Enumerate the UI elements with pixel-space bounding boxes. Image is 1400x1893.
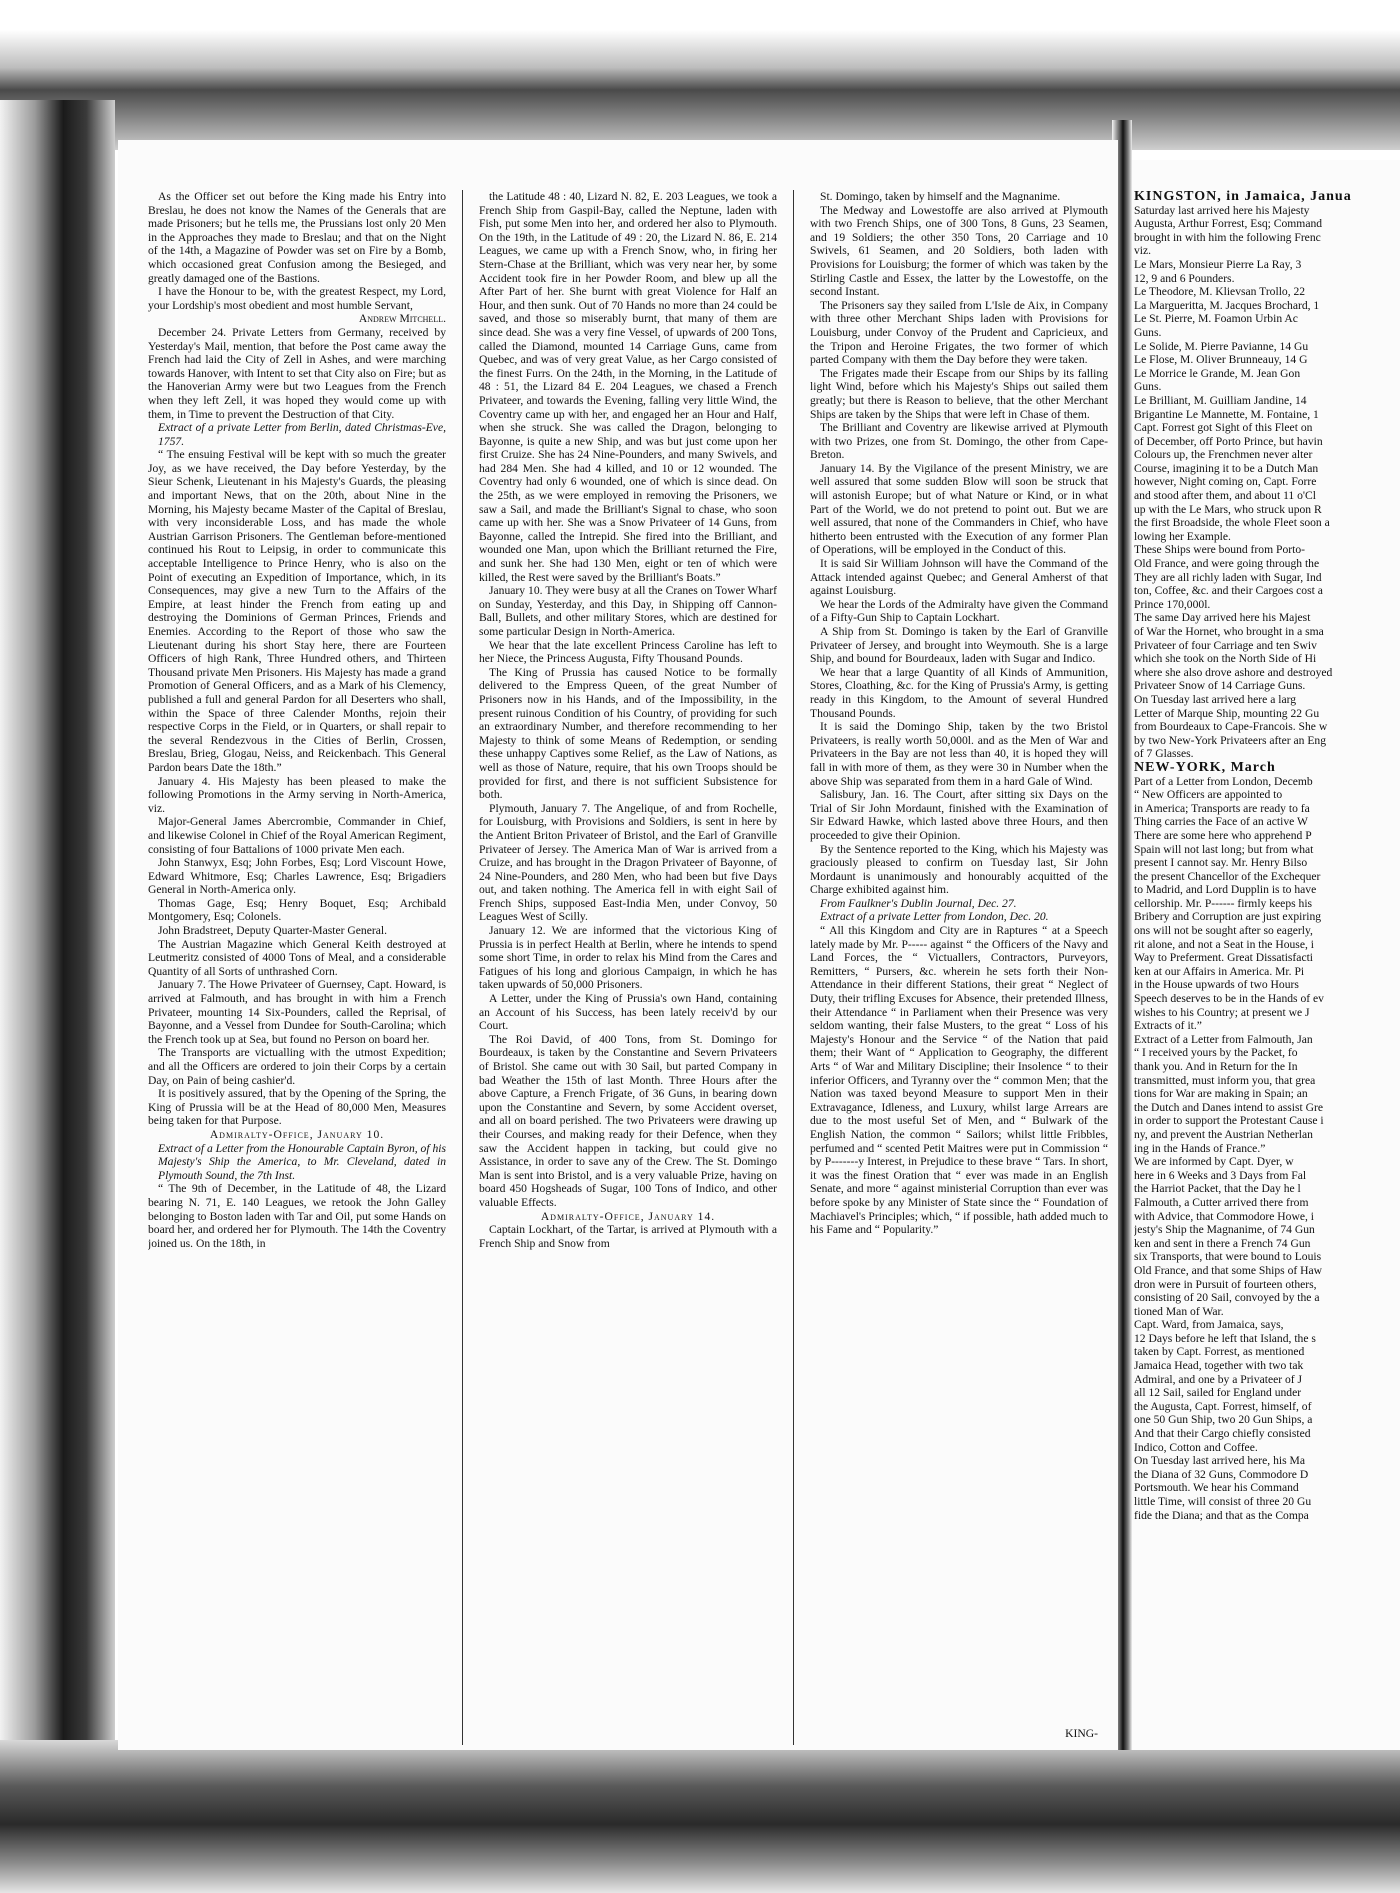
paragraph: Captain Lockhart, of the Tartar, is arrived at Plymouth with a French Ship and Snow from bbox=[479, 1223, 777, 1250]
paragraph: the Diana of 32 Guns, Commodore D bbox=[1134, 1467, 1309, 1481]
paragraph: the present Chancellor of the Exchequer bbox=[1134, 869, 1321, 883]
paragraph: and stood after them, and about 11 o'Cl bbox=[1134, 489, 1316, 503]
paragraph: Augusta, Arthur Forrest, Esq; Command bbox=[1134, 217, 1323, 231]
paragraph: Major-General James Abercrombie, Commander in Chief, and likewise Colonel in Chief of the Royal American Regiment, consisting of four Battalions of 1000 private Men each. bbox=[148, 815, 446, 856]
paragraph: however, Night coming on, Capt. Forre bbox=[1134, 475, 1317, 489]
paragraph: We hear that the late excellent Princess Caroline has left to her Niece, the Princess Augusta, Fifty Thousand Pounds. bbox=[479, 638, 777, 666]
paragraph: taken by Capt. Forrest, as mentioned bbox=[1134, 1345, 1305, 1359]
paragraph: the first Broadside, the whole Fleet soon a bbox=[1134, 516, 1330, 530]
paragraph: Old France, and were going through the bbox=[1134, 557, 1320, 571]
paragraph: transmitted, must inform you, that grea bbox=[1134, 1073, 1316, 1087]
paragraph: Thing carries the Face of an active W bbox=[1134, 815, 1308, 829]
paragraph: Le Theodore, M. Klievsan Trollo, 22 bbox=[1134, 285, 1306, 299]
paragraph: Bribery and Corruption are just expiring bbox=[1134, 910, 1322, 924]
paragraph: from Bourdeaux to Cape-Francois. She w bbox=[1134, 720, 1328, 734]
paragraph: Extract of a Letter from Falmouth, Jan bbox=[1134, 1032, 1313, 1046]
paragraph: John Stanwyx, Esq; John Forbes, Esq; Lord Viscount Howe, Edward Whitmore, Esq; Charles Lawrence, Esq; Brigadiers General in North-America only. bbox=[148, 856, 446, 897]
paragraph: “ New Officers are appointed to bbox=[1134, 788, 1283, 802]
paragraph: Speech deserves to be in the Hands of ev bbox=[1134, 992, 1324, 1006]
paragraph: of December, off Porto Prince, but havin bbox=[1134, 434, 1323, 448]
paragraph: Guns. bbox=[1134, 325, 1162, 339]
paragraph: Saturday last arrived here his Majesty bbox=[1134, 203, 1310, 217]
paragraph: The Prisoners say they sailed from L'Isle de Aix, in Company with three other Merchant Ships laden with Provisions for Louisburg, under Convoy of the Prudent and Capricieux, and the Tripon and Heroine Frigates, the two former of which parted Company with them the Day before they were taken. bbox=[810, 298, 1108, 367]
paragraph: Le Brilliant, M. Guilliam Jandine, 14 bbox=[1134, 393, 1307, 407]
paragraph: The Austrian Magazine which General Keith destroyed at Leutmeritz consisted of 4000 Tons of Meal, and a considerable Quantity of all Sorts of unthrashed Corn. bbox=[148, 937, 446, 978]
paragraph: in the House upwards of two Hours bbox=[1134, 978, 1299, 992]
paragraph: Admiralty-Office, January 14. bbox=[540, 1209, 716, 1223]
paragraph: Jamaica Head, together with two tak bbox=[1134, 1359, 1304, 1373]
paragraph: Privateer Snow of 14 Carriage Guns. bbox=[1134, 679, 1306, 693]
paragraph: cellorship. Mr. P------ firmly keeps his bbox=[1134, 896, 1313, 910]
paragraph: Andrew Mitchell. bbox=[358, 312, 446, 326]
paragraph: Le Morrice le Grande, M. Jean Gon bbox=[1134, 366, 1301, 380]
paragraph: ken at our Affairs in America. Mr. Pi bbox=[1134, 964, 1305, 978]
paragraph: Indico, Cotton and Coffee. bbox=[1134, 1440, 1258, 1454]
paragraph: A Letter, under the King of Prussia's own Hand, containing an Account of his Success, has been lately receiv'd by our Court. bbox=[479, 992, 777, 1033]
paragraph: tioned Man of War. bbox=[1134, 1304, 1224, 1318]
paragraph: to Madrid, and Lord Dupplin is to have bbox=[1134, 883, 1317, 897]
scan-shadow-top bbox=[0, 0, 1400, 150]
paragraph: with Advice, that Commodore Howe, i bbox=[1134, 1209, 1314, 1223]
paragraph: Le Flose, M. Oliver Brunneauy, 14 G bbox=[1134, 353, 1308, 367]
paragraph: the Latitude 48 : 40, Lizard N. 82, E. 203 Leagues, we took a French Ship from Gaspil-Bay, called the Neptune, laden with Fish, put some Men into her, and ordered her also to Plymouth. On the 19th, in the Latitude of 49 : 20, the Lizard N. 86, E. 214 Leagues, we came up with a French Snow, who, in firing her Stern-Chase at the Brilliant, which was very near her, by some Accident took fire in her Powder Room, and blew up all the After Part of her. She burnt with great Violence for Half an Hour, and then sunk. Out of 70 Hands no more than 24 could be saved, and those so miserably burnt, that many of them are since dead. She was a very fine Vessel, of upwards of 200 Tons, called the Diamond, mounted 14 Carriage Guns, came from Quebec, and was of very great Value, as her Cargo consisted of the finest Furrs. On the 24th, in the Morning, in the Latitude of 48 : 51, the Lizard 84 E. 204 Leagues, we chased a French Privateer, and towards the Evening, falling very little Wind, the Coventry came up with her, and engaged her an Hour and Half, when she struck. She was called the Dragon, belonging to Bayonne, is quite a new Ship, and was but just come upon her first Cruize. She has 24 Nine-Pounders, and many Swivels, and had 284 Men. She had 4 killed, and 10 or 12 wounded. The Coventry had only 6 wounded, one of which is since dead. On the 25th, as we were employed in removing the Prisoners, we saw a Sail, and made the Brilliant's Signal to chase, who soon came up with her. She was a Snow Privateer of 14 Guns, from Bayonne, called the Intrepid. She fired into the Brilliant, and wounded one Man, upon which the Brilliant returned the Fire, and sunk her. She had 130 Men, eight or ten of which were killed, the Rest were saved by the Brilliant's Boats.” bbox=[479, 190, 777, 584]
paragraph: Thomas Gage, Esq; Henry Boquet, Esq; Archibald Montgomery, Esq; Colonels. bbox=[148, 896, 446, 924]
paragraph: Letter of Marque Ship, mounting 22 Gu bbox=[1134, 706, 1320, 720]
column-rule bbox=[462, 190, 463, 1745]
paragraph: We hear the Lords of the Admiralty have given the Command of a Fifty-Gun Ship to Captain Lockhart. bbox=[810, 597, 1108, 625]
paragraph: We hear that a large Quantity of all Kinds of Ammunition, Stores, Cloathing, &c. for the King of Prussia's Army, is getting ready in this Kingdom, to the Amount of several Hundred Thousand Pounds. bbox=[810, 665, 1108, 720]
right-page-partial bbox=[1132, 160, 1400, 1750]
paragraph: Falmouth, a Cutter arrived there from bbox=[1134, 1195, 1309, 1209]
paragraph: Colours up, the Frenchmen never alter bbox=[1134, 448, 1313, 462]
paragraph: all 12 Sail, sailed for England under bbox=[1134, 1386, 1302, 1400]
paragraph: which she took on the North Side of Hi bbox=[1134, 652, 1317, 666]
paragraph: here in 6 Weeks and 3 Days from Fal bbox=[1134, 1168, 1307, 1182]
paragraph: ken and sent in there a French 74 Gun bbox=[1134, 1236, 1311, 1250]
paragraph: These Ships were bound from Porto- bbox=[1134, 543, 1305, 557]
text-column-3 bbox=[810, 190, 1108, 1745]
paragraph: The Transports are victualling with the utmost Expedition; and all the Officers are ordered to join their Corps by a certain Day, on Pain of being cashier'd. bbox=[148, 1046, 446, 1087]
catchword: KING- bbox=[1065, 1727, 1098, 1740]
paragraph: As the Officer set out before the King made his Entry into Breslau, he does not know the Names of the Generals that are made Prisoners; but he tells me, the Prussians lost only 20 Men in the Approaches they made to Breslau; and that on the Night of the 14th, a Magazine of Powder was set on Fire by a Bomb, which occasioned great Confusion among the Besieged, and greatly damaged one of the Bastions. bbox=[148, 190, 446, 285]
paragraph: one 50 Gun Ship, two 20 Gun Ships, a bbox=[1134, 1413, 1313, 1427]
paragraph: John Bradstreet, Deputy Quarter-Master General. bbox=[158, 924, 387, 938]
paragraph: Extract of a private Letter from London, Dec. 20. bbox=[820, 910, 1049, 924]
paragraph: The Roi David, of 400 Tons, from St. Domingo for Bourdeaux, is taken by the Constantine and Severn Privateers of Bristol. She came out with 30 Sail, but parted Company in bad Weather the 15th of last Month. Three Hours after the above Capture, a French Frigate, of 36 Guns, in bearing down upon the Constantine and Severn, by some Accident overset, and all on board perished. The two Privateers were drawing up their Courses, and making ready for their Defence, when they saw the Accident happen in tacking, but could give no Assistance, in order to save any of the Crew. The St. Domingo Man is sent into Bristol, and is a very valuable Prize, having on board 450 Hogsheads of Sugar, 100 Tons of Indico, and other valuable Effects. bbox=[479, 1032, 777, 1209]
paragraph: of 7 Glasses. bbox=[1134, 747, 1194, 761]
paragraph: “ The ensuing Festival will be kept with so much the greater Joy, as we have received, the Day before Yesterday, by the Sieur Schenk, Lieutenant in his Majesty's Guards, the pleasing and important News, that on the 20th, about Nine in the Morning, his Majesty became Master of the Capital of Breslau, with very inconsiderable Loss, and has made the whole Austrian Garrison Prisoners. The Gentleman before-mentioned continued his Rout to Leipsig, in order to communicate this acceptable Intelligence to Prince Henry, who is also on the Point of executing an Expedition of Importance, which, in its Consequences, may give a new Turn to the Affairs of the Empire, at least hinder the French from eating up and destroying the Dominions of German Princes, Friends and Enemies. According to the Report of those who saw the Lieutenant during his short Stay here, there are Fourteen Officers of high Rank, Three Hundred others, and Thirteen Thousand private Men Prisoners. His Majesty has made a grand Promotion of General Officers, and as a Mark of his Clemency, published a full and general Pardon for all Deserters who shall, within the Space of three Calender Months, rejoin their respective Corps in the Field, or in Quarters, or shall repair to the several Rendezvous in the Cities of Berlin, Crossen, Breslau, Brieg, Glogau, Neiss, and Reickenbach. This General Pardon bears Date the 18th.” bbox=[148, 448, 446, 774]
paragraph: December 24. Private Letters from Germany, received by Yesterday's Mail, mention, that before the Post came away the French had laid the City of Zell in Ashes, and were marching towards Hanover, with Intent to set that City also on Fire; but as the Hanoverian Army were but two Leagues from the French when they left Zell, it was hoped they would come up with them, in Time to prevent the Destruction of that City. bbox=[148, 325, 446, 421]
paragraph: “ I received yours by the Packet, fo bbox=[1134, 1046, 1298, 1060]
paragraph: The same Day arrived here his Majest bbox=[1134, 611, 1311, 625]
paragraph: Plymouth, January 7. The Angelique, of and from Rochelle, for Louisburg, with Provisions and Soldiers, is sent in here by the Antient Briton Privateer of Bristol, and the Earl of Granville Privateer of Jersey. The America Man of War is arrived from a Cruize, and has brought in the Dragon Privateer of Bayonne, of 24 Nine-Pounders, and 280 Men, who had been but five Days out, and taken nothing. The America fell in with eight Sail of French Ships, supposed East-India Men, under Convoy, 50 Leagues West of Scilly. bbox=[479, 801, 777, 924]
paragraph: Extracts of it.” bbox=[1134, 1019, 1202, 1033]
paragraph: by two New-York Privateers after an Eng bbox=[1134, 733, 1327, 747]
text-column-2 bbox=[479, 190, 777, 1745]
paragraph: We are informed by Capt. Dyer, w bbox=[1134, 1155, 1294, 1169]
paragraph: viz. bbox=[1134, 244, 1152, 258]
scan-shadow-bottom bbox=[0, 1740, 1400, 1893]
paragraph: January 10. They were busy at all the Cranes on Tower Wharf on Sunday, Yesterday, and this Day, in Shipping off Cannon-Ball, Bullets, and other military Stores, which are destined for some particular Design in North-America. bbox=[479, 584, 777, 638]
paragraph: From Faulkner's Dublin Journal, Dec. 27. bbox=[820, 896, 1017, 910]
paragraph: Admiralty-Office, January 10. bbox=[209, 1127, 385, 1141]
paragraph: On Tuesday last arrived here, his Ma bbox=[1134, 1454, 1305, 1468]
paragraph: the Dutch and Danes intend to assist Gre bbox=[1134, 1100, 1323, 1114]
paragraph: There are some here who apprehend P bbox=[1134, 828, 1312, 842]
paragraph: in order to support the Protestant Cause i bbox=[1134, 1114, 1324, 1128]
paragraph: Course, imagining it to be a Dutch Man bbox=[1134, 461, 1319, 475]
paragraph: Extract of a private Letter from Berlin, dated Christmas-Eve, 1757. bbox=[158, 421, 446, 448]
paragraph: present I cannot say. Mr. Henry Bilso bbox=[1134, 856, 1308, 870]
paragraph: six Transports, that were bound to Louis bbox=[1134, 1250, 1322, 1264]
text-column-1 bbox=[148, 190, 446, 1745]
paragraph: It is positively assured, that by the Opening of the Spring, the King of Prussia will be at the Head of 80,000 Men, Measures being taken for that Purpose. bbox=[148, 1087, 446, 1128]
paragraph: Capt. Forrest got Sight of this Fleet on bbox=[1134, 421, 1313, 435]
book-binding-shadow bbox=[0, 100, 115, 1800]
paragraph: 12 Days before he left that Island, the s bbox=[1134, 1331, 1316, 1345]
paragraph: brought in with him the following Frenc bbox=[1134, 230, 1321, 244]
paragraph: ing in the Hands of France.” bbox=[1134, 1141, 1266, 1155]
paragraph: Way to Preferment. Great Dissatisfacti bbox=[1134, 951, 1314, 965]
paragraph: The Brilliant and Coventry are likewise arrived at Plymouth with two Prizes, one from St. Domingo, the other from Cape-Breton. bbox=[810, 421, 1108, 462]
paragraph: January 4. His Majesty has been pleased to make the following Promotions in the Army serving in North-America, viz. bbox=[148, 774, 446, 815]
paragraph: Portsmouth. We hear his Command bbox=[1134, 1481, 1299, 1495]
paragraph: St. Domingo, taken by himself and the Magnanime. bbox=[820, 190, 1061, 203]
text-column-right bbox=[1134, 190, 1400, 1745]
paragraph: Part of a Letter from London, Decemb bbox=[1134, 774, 1313, 788]
paragraph: lowing her Example. bbox=[1134, 529, 1231, 543]
paragraph: On Tuesday last arrived here a larg bbox=[1134, 692, 1297, 706]
paragraph: Salisbury, Jan. 16. The Court, after sitting six Days on the Trial of Sir John Mordaunt, finished with the Examination of Sir Edward Hawke, which lasted above three Hours, and then proceeded to give their Opinion. bbox=[810, 788, 1108, 842]
paragraph: fide the Diana; and that as the Compa bbox=[1134, 1508, 1309, 1522]
paragraph: jesty's Ship the Magnanime, of 74 Gun bbox=[1134, 1223, 1315, 1237]
paragraph: ton, Coffee, &c. and their Cargoes cost a bbox=[1134, 584, 1323, 598]
paragraph: It is said Sir William Johnson will have the Command of the Attack intended against Quebec; and General Amherst of that against Louisburg. bbox=[810, 557, 1108, 598]
paragraph: where she also drove ashore and destroyed bbox=[1134, 665, 1333, 679]
paragraph: Admiral, and one by a Privateer of J bbox=[1134, 1372, 1303, 1386]
paragraph: It is said the Domingo Ship, taken by the two Bristol Privateers, is really worth 50,000l. and as the Men of War and Privateers in the Bay are not less than 40, it is hoped they will fall in with more of them, as they were 30 in Number when the above Ship was separated from them in a hard Gale of Wind. bbox=[810, 720, 1108, 788]
paragraph: They are all richly laden with Sugar, Ind bbox=[1134, 570, 1322, 584]
paragraph: wishes to his Country; at present we J bbox=[1134, 1005, 1310, 1019]
paragraph: in America; Transports are ready to fa bbox=[1134, 801, 1310, 815]
paragraph: tions for War are making in Spain; an bbox=[1134, 1087, 1308, 1101]
paragraph: up with the Le Mars, who struck upon R bbox=[1134, 502, 1322, 516]
paragraph: ny, and prevent the Austrian Netherlan bbox=[1134, 1127, 1313, 1141]
paragraph: I have the Honour to be, with the greatest Respect, my Lord, your Lordship's most obedient and most humble Servant, bbox=[148, 285, 446, 312]
paragraph: And that their Cargo chiefly consisted bbox=[1134, 1427, 1311, 1441]
paragraph: Prince 170,000l. bbox=[1134, 597, 1211, 611]
paragraph: Le Mars, Monsieur Pierre La Ray, 3 bbox=[1134, 257, 1302, 271]
paragraph: January 14. By the Vigilance of the present Ministry, we are well assured that some sudden Blow will soon be struck that will astonish Europe; but of what Nature or Kind, or in what Part of the World, we do not pretend to point out. But we are well assured, that none of the Commanders in Chief, who have hitherto been entrusted with the Execution of any former Plan of Operations, will be employed in the Conduct of this. bbox=[810, 461, 1108, 557]
paragraph: The Medway and Lowestoffe are also arrived at Plymouth with two French Ships, one of 300 Tons, 8 Guns, 23 Seamen, and 19 Soldiers; the other 350 Tons, 20 Carriage and 10 Swivels, 61 Seamen, and 20 Soldiers, both laden with Provisions for Louisburg; the former of which was taken by the Stirling Castle and Essex, the latter by the Lowestoffe, on the second Instant. bbox=[810, 203, 1108, 299]
paragraph: of War the Hornet, who brought in a sma bbox=[1134, 625, 1324, 638]
paragraph: January 7. The Howe Privateer of Guernsey, Capt. Howard, is arrived at Falmouth, and has brought in with him a French Privateer, mounting 14 Six-Pounders, called the Reprisal, of Bayonne, and a Vessel from Dundee for South-Carolina; which the French took up at Sea, but found no Person on board her. bbox=[148, 978, 446, 1046]
paragraph: consisting of 20 Sail, convoyed by the a bbox=[1134, 1291, 1320, 1305]
paragraph: “ All this Kingdom and City are in Raptures “ at a Speech lately made by Mr. P----- against “ the Officers of the Navy and Land Forces, the “ Victuallers, Contractors, Purveyors, Remitters, “ Pursers, &c. wherein he sets forth their Non-Attendance in their different Stations, their great “ Neglect of Duty, their trifling Excuses for Absence, their pretended Illness, their Attendance “ in Parliament when their Presence was very seldom wanting, their false Musters, to the great “ Loss of his Majesty's Honour and the Service “ of the Nation that paid them; their Want of “ Application to Geography, the different Arts “ of War and Military Discipline; their Insolence “ to their inferior Officers, and Tyranny over the “ common Men; that the Nation was taxed beyond Measure to support Men in their Extravagance, Idleness, and Luxury, whilst large Arrears are due to the most useful Set of Men, and “ Bulwark of the English Nation, the common “ Sailors; whilst little Fribbles, perfumed and “ scented Petit Maitres were put in Commission “ by P-------y Interest, in Prejudice to these brave “ Tars. In short, it was the finest Oration that “ ever was made in an English Senate, and more “ against ministerial Corruption than ever was before spoke by any Minister of State since the “ Foundation of Machiavel's Principles; which, “ if possible, hath added much to his Fame and “ Popularity.” bbox=[810, 924, 1108, 1237]
paragraph: “ The 9th of December, in the Latitude of 48, the Lizard bearing N. 71, E. 140 Leagues, we retook the John Galley belonging to Boston laden with Tar and Oil, put some Hands on board her, and ordered her for Plymouth. The 14th the Coventry joined us. On the 18th, in bbox=[148, 1182, 446, 1250]
paragraph: The King of Prussia has caused Notice to be formally delivered to the Empress Queen, of the great Number of Prisoners now in his Hands, and of the Impossibility, in the present ruinous Condition of his Country, of providing for such an extraordinary Number, and therefore recommending to her Majesty to think of some Means of Redemption, or sending these unhappy Captives some Relief, as the Law of Nations, as well as those of Nature, require, that his own Troops should be provided for first, and there is not sufficient Subsistence for both. bbox=[479, 665, 777, 802]
paragraph: Privateer of four Carriage and ten Swiv bbox=[1134, 638, 1317, 652]
paragraph: 12, 9 and 6 Pounders. bbox=[1134, 271, 1235, 285]
paragraph: rit alone, and not a Seat in the House, i bbox=[1134, 937, 1314, 951]
paragraph: NEW-YORK, March bbox=[1134, 759, 1276, 775]
paragraph: the Augusta, Capt. Forrest, himself, of bbox=[1134, 1399, 1312, 1413]
paragraph: A Ship from St. Domingo is taken by the Earl of Granville Privateer of Jersey, and brought into Weymouth. She is a large Ship, and bound for Bourdeaux, laden with Sugar and Indico. bbox=[810, 625, 1108, 666]
paragraph: Capt. Ward, from Jamaica, says, bbox=[1134, 1318, 1284, 1332]
paragraph: thank you. And in Return for the In bbox=[1134, 1060, 1298, 1073]
paragraph: dron were in Pursuit of fourteen others, bbox=[1134, 1277, 1317, 1291]
paragraph: ons will not be sought after so eagerly, bbox=[1134, 924, 1313, 938]
paragraph: the Harriot Packet, that the Day he l bbox=[1134, 1182, 1301, 1196]
paragraph: little Time, will consist of three 20 Gu bbox=[1134, 1495, 1312, 1508]
paragraph: The Frigates made their Escape from our Ships by its falling light Wind, before which his Majesty's Ships out sailed them greatly; but there is Reason to believe, that the other Merchant Ships are taken by the Ships that were left in Chase of them. bbox=[810, 366, 1108, 421]
paragraph: Spain will not last long; but from what bbox=[1134, 842, 1314, 856]
left-page bbox=[118, 140, 1118, 1750]
paragraph: Guns. bbox=[1134, 380, 1162, 394]
paragraph: By the Sentence reported to the King, which his Majesty was graciously pleased to confirm on Tuesday last, Sir John Mordaunt is unanimously and honourably acquitted of the Charge exhibited against him. bbox=[810, 842, 1108, 897]
paragraph: January 12. We are informed that the victorious King of Prussia is in perfect Health at Berlin, where he intends to spend some short Time, in order to relax his Mind from the Cares and Fatigues of his long and glorious Campaign, in which he has taken upwards of 50,000 Prisoners. bbox=[479, 924, 777, 992]
paragraph: La Margueritta, M. Jacques Brochard, 1 bbox=[1134, 298, 1320, 312]
paragraph: KINGSTON, in Jamaica, Janua bbox=[1134, 190, 1352, 204]
paragraph: Old France, and that some Ships of Haw bbox=[1134, 1263, 1323, 1277]
paragraph: Brigantine Le Mannette, M. Fontaine, 1 bbox=[1134, 407, 1319, 421]
paragraph: Le St. Pierre, M. Foamon Urbin Ac bbox=[1134, 312, 1298, 326]
column-rule bbox=[793, 190, 794, 1745]
paragraph: Le Solide, M. Pierre Pavianne, 14 Gu bbox=[1134, 339, 1309, 353]
paragraph: Extract of a Letter from the Honourable Captain Byron, of his Majesty's Ship the America, to Mr. Cleveland, dated in Plymouth Sound, the 7th Inst. bbox=[158, 1141, 446, 1182]
